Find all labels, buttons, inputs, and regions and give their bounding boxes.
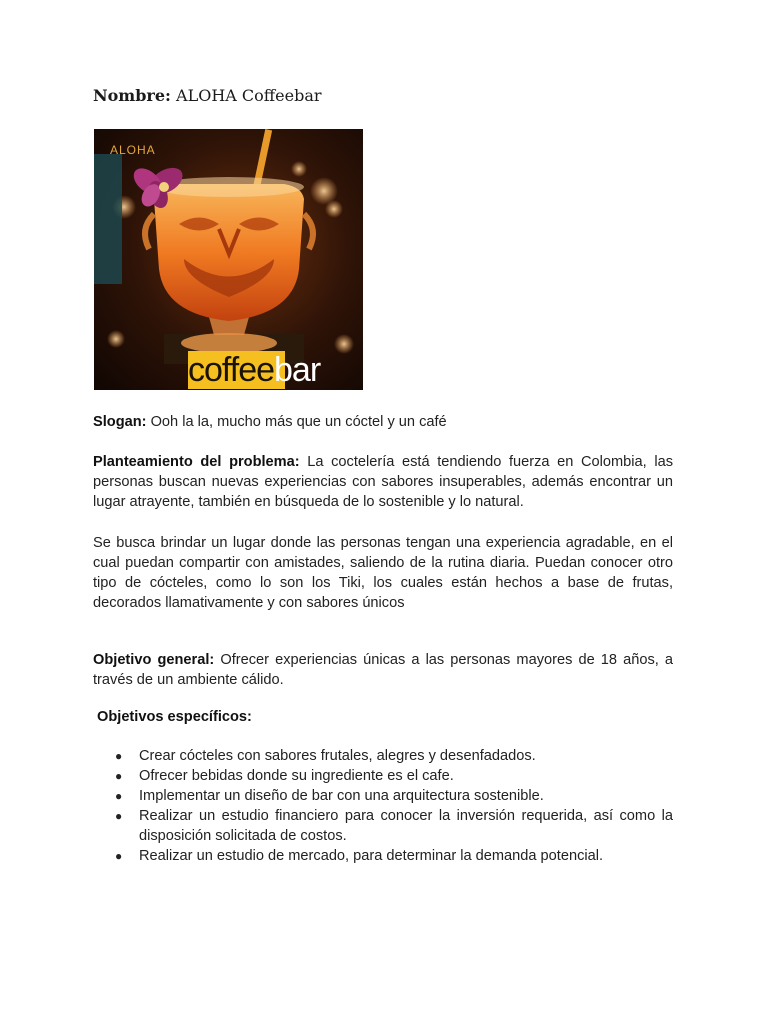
bullet-icon: ● bbox=[115, 849, 123, 863]
bullet-icon: ● bbox=[115, 789, 123, 803]
problem-paragraph bbox=[93, 452, 673, 512]
bullet-icon: ● bbox=[115, 749, 123, 763]
general-objective-paragraph bbox=[93, 650, 673, 690]
slogan-text: Ooh la la, mucho más que un cóctel y un café bbox=[150, 414, 447, 430]
general-objective-label: Objetivo general: bbox=[93, 652, 215, 668]
problem-label: Planteamiento del problema: bbox=[93, 454, 300, 470]
problem-text: La coctelería está tendiendo fuerza en Colombia, las personas buscan nuevas experiencias con sabores insuperables, además encontrar un lugar atrayente, también en búsqueda de lo sostenible y lo natural. bbox=[93, 454, 673, 510]
list-item-text: Ofrecer bebidas donde su ingrediente es el cafe. bbox=[139, 768, 454, 784]
name-value: ALOHA Coffeebar bbox=[176, 86, 322, 105]
document-title bbox=[93, 86, 322, 105]
specific-objectives-list bbox=[93, 746, 673, 866]
specific-objectives-heading: Objetivos específicos: bbox=[97, 709, 252, 725]
list-item-text: Realizar un estudio financiero para conocer la inversión requerida, así como la disposición solicitada de costos. bbox=[139, 808, 673, 844]
context-paragraph: Se busca brindar un lugar donde las personas tengan una experiencia agradable, en el cual puedan compartir con amistades, saliendo de la rutina diaria. Puedan conocer otro tipo de cócteles, como lo son los Tiki, los cuales están hechos a base de frutas, decorados llamativamente y con sabores únicos bbox=[93, 535, 673, 611]
bullet-icon: ● bbox=[115, 769, 123, 783]
aloha-logo-text: ALOHA bbox=[110, 143, 156, 157]
badge-text-bar: bar bbox=[274, 351, 321, 389]
list-item bbox=[93, 786, 673, 806]
slogan-label: Slogan: bbox=[93, 414, 147, 430]
list-item-text: Crear cócteles con sabores frutales, alegres y desenfadados. bbox=[139, 748, 536, 764]
general-objective-text: Ofrecer experiencias únicas a las personas mayores de 18 años, a través de un ambiente cálido. bbox=[93, 652, 673, 688]
list-item bbox=[93, 746, 673, 766]
coffeebar-badge bbox=[188, 351, 321, 389]
list-item bbox=[93, 846, 673, 866]
list-item-text: Implementar un diseño de bar con una arquitectura sostenible. bbox=[139, 788, 544, 804]
slogan-paragraph bbox=[93, 412, 673, 432]
name-label: Nombre: bbox=[93, 86, 171, 105]
cocktail-photo bbox=[94, 129, 363, 390]
list-item bbox=[93, 806, 673, 846]
list-item bbox=[93, 766, 673, 786]
bullet-icon: ● bbox=[115, 809, 123, 823]
list-item-text: Realizar un estudio de mercado, para determinar la demanda potencial. bbox=[139, 848, 604, 864]
badge-text-coffee: coffee bbox=[188, 351, 275, 389]
